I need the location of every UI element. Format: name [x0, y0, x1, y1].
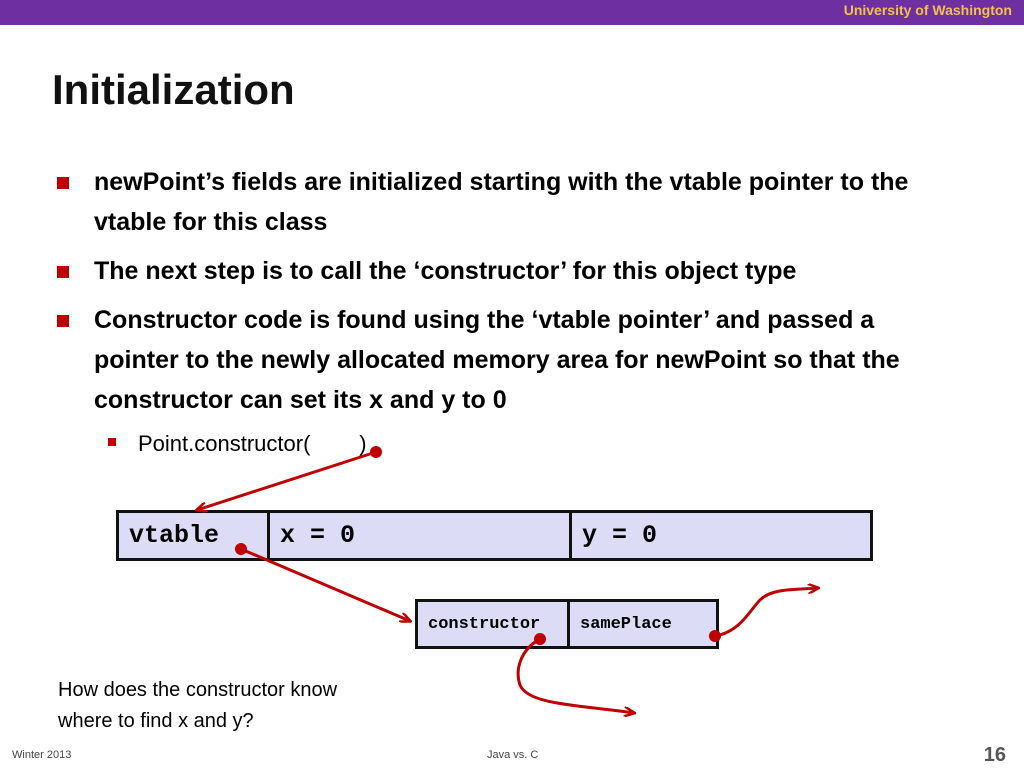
sub-bullet-text: Point.constructor( ) [138, 431, 367, 456]
constructor-code-arrow [518, 639, 634, 713]
footer-topic: Java vs. C [487, 749, 539, 761]
x-field-cell: x = 0 [270, 513, 572, 558]
slide-title: Initialization [52, 66, 295, 113]
sameplace-entry-cell: samePlace [580, 614, 672, 634]
pointer-dot-icon [370, 446, 382, 458]
footer-date: Winter 2013 [12, 749, 72, 761]
pointer-dot-icon [534, 633, 546, 645]
vtable-pointer-arrow [241, 549, 410, 621]
y-field-cell: y = 0 [582, 521, 658, 550]
this-pointer-arrow [197, 452, 376, 510]
pointer-dot-icon [709, 630, 721, 642]
note-line: How does the constructor know [58, 679, 338, 701]
vtable-pointer-cell: vtable [119, 513, 270, 558]
question-note [58, 675, 337, 737]
bullet-text: Constructor code is found using the ‘vtable pointer’ and passed a pointer to the newly allocated memory area for newPoint so that the constructor can set its x and y to 0 [94, 306, 900, 414]
bullet-text: newPoint’s fields are initialized starting with the vtable pointer to the vtable for this class [94, 168, 909, 236]
constructor-entry-cell: constructor [418, 602, 570, 646]
university-name: University of Washington [843, 2, 1012, 18]
page-number: 16 [983, 744, 1006, 766]
note-line: where to find x and y? [58, 710, 254, 732]
pointer-dot-icon [235, 543, 247, 555]
bullet-text: The next step is to call the ‘constructor’ for this object type [94, 257, 797, 285]
sameplace-code-arrow [715, 588, 818, 636]
